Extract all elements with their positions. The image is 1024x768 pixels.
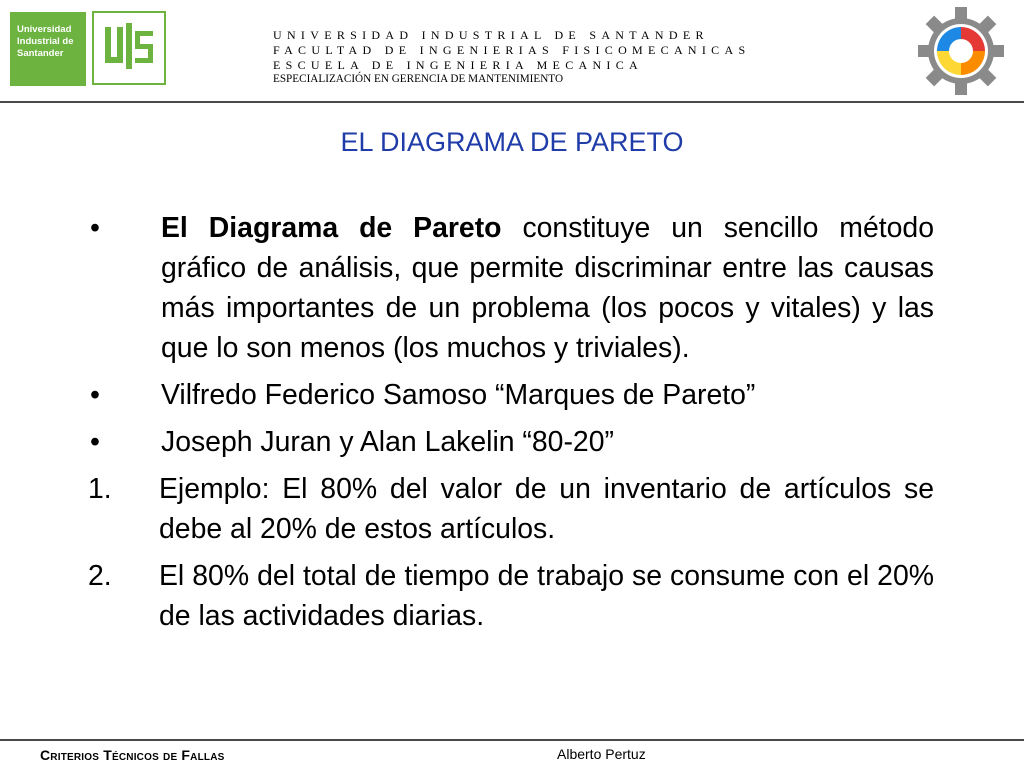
number-marker: 2. [88,560,112,592]
list-item [88,375,934,415]
header-divider [0,101,1024,103]
school-name: ESCUELA DE INGENIERIA MECANICA [273,58,643,72]
list-item-text: Joseph Juran y Alan Lakelin “80-20” [161,426,614,458]
list-item-text: Vilfredo Federico Samoso “Marques de Pareto” [161,379,756,411]
bullet-marker: • [90,426,100,458]
footer-author: Alberto Pertuz [557,746,646,762]
program-name: ESPECIALIZACIÓN EN GERENCIA DE MANTENIMIENTO [273,73,564,85]
list-item-text [161,208,934,368]
university-name: UNIVERSIDAD INDUSTRIAL DE SANTANDER [273,28,709,42]
logo-line: Industrial de [17,36,74,47]
slide-title: EL DIAGRAMA DE PARETO [340,127,684,157]
list-item [88,469,934,549]
list-item-text: Ejemplo: El 80% del valor de un inventario de artículos se debe al 20% de estos artículos. [159,473,934,545]
logo-line: Santander [17,48,64,59]
university-text-logo [10,12,86,86]
list-item [88,556,934,636]
faculty-name: FACULTAD DE INGENIERIAS FISICOMECANICAS [273,43,751,57]
bullet-marker: • [90,379,100,411]
logo-line: Universidad [17,24,72,35]
footer-divider [0,739,1024,741]
footer-course-title: Criterios Técnicos de Fallas [40,747,225,763]
list-item-text: El 80% del total de tiempo de trabajo se consume con el 20% de las actividades diarias. [159,560,934,632]
uis-monogram-logo [92,11,166,85]
gear-logo-icon [918,6,1004,96]
list-item [88,422,934,462]
item-body: constituye un sencillo método gráfico de análisis, que permite discriminar entre las causas más importantes de un problema (los pocos y vitales) y las que lo son menos (los muchos y triviales). [161,212,935,364]
slide-content [88,208,934,643]
list-item [88,208,934,368]
bullet-marker: • [90,212,100,244]
bold-lead: El [161,212,188,244]
institution-header [273,28,750,86]
number-marker: 1. [88,473,112,505]
bold-term: Diagrama de Pareto [208,212,502,244]
